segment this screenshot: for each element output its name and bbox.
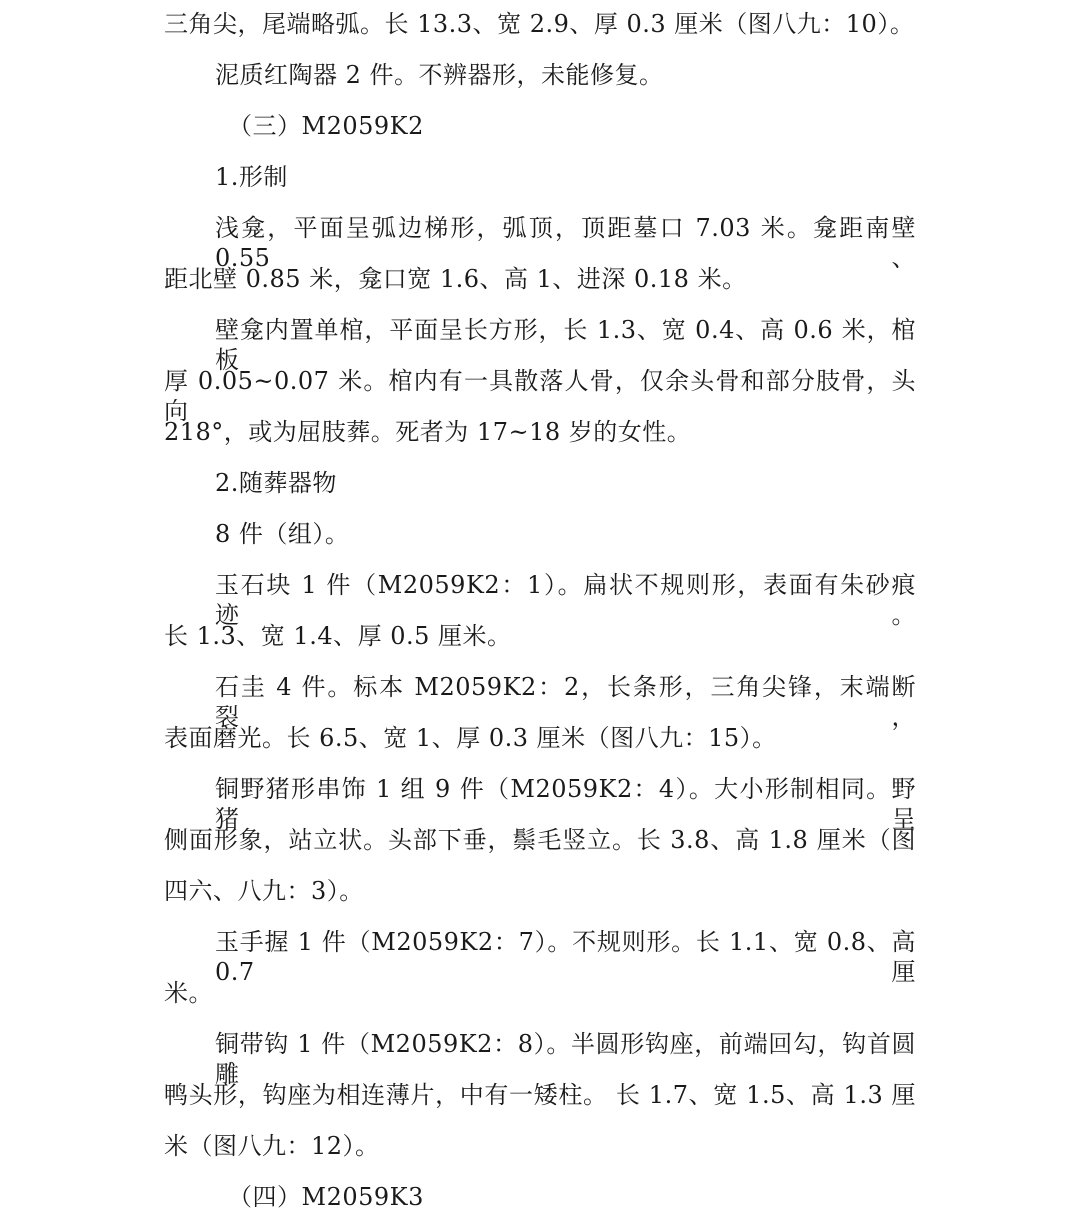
text-line: 长 1.3、宽 1.4、厚 0.5 厘米。 [164,622,512,650]
text-line: 玉石块 1 件（M2059K2：1）。扁状不规则形，表面有朱砂痕迹。 [215,571,916,629]
section-heading: （四）M2059K3 [228,1183,424,1211]
text-line: 玉手握 1 件（M2059K2：7）。不规则形。长 1.1、宽 0.8、高 0.7 厘 [215,928,916,986]
text-line: 侧面形象，站立状。头部下垂，鬃毛竖立。长 3.8、高 1.8 厘米（图 [164,826,916,854]
text-line: 铜带钩 1 件（M2059K2：8）。半圆形钩座，前端回勾，钩首圆雕 [215,1030,916,1088]
text-line: 四六、八九：3）。 [164,877,364,905]
text-line: 距北壁 0.85 米，龛口宽 1.6、高 1、进深 0.18 米。 [164,265,747,293]
text-line: 鸭头形，钩座为相连薄片，中有一矮柱。 长 1.7、宽 1.5、高 1.3 厘 [164,1081,916,1109]
section-heading: （三）M2059K2 [228,112,424,140]
text-line: 厚 0.05~0.07 米。棺内有一具散落人骨，仅余头骨和部分肢骨，头向 [164,367,916,425]
text-line: 三角尖，尾端略弧。长 13.3、宽 2.9、厚 0.3 厘米（图八九：10）。 [164,10,915,38]
text-line: 米（图八九：12）。 [164,1132,380,1160]
subsection-heading: 2.随葬器物 [215,469,337,497]
text-line: 铜野猪形串饰 1 组 9 件（M2059K2：4）。大小形制相同。野猪呈 [215,775,916,833]
text-line: 表面磨光。长 6.5、宽 1、厚 0.3 厘米（图八九：15）。 [164,724,777,752]
text-line: 浅龛，平面呈弧边梯形，弧顶，顶距墓口 7.03 米。龛距南壁 0.55、 [215,214,916,272]
text-line: 泥质红陶器 2 件。不辨器形，未能修复。 [215,61,664,89]
text-line: 壁龛内置单棺，平面呈长方形，长 1.3、宽 0.4、高 0.6 米，棺板 [215,316,916,374]
text-line: 218°，或为屈肢葬。死者为 17~18 岁的女性。 [164,418,692,446]
text-line: 8 件（组）。 [215,520,350,548]
subsection-heading: 1.形制 [215,163,288,191]
text-line: 米。 [164,979,213,1007]
text-line: 石圭 4 件。标本 M2059K2：2，长条形，三角尖锋，末端断裂， [215,673,916,731]
